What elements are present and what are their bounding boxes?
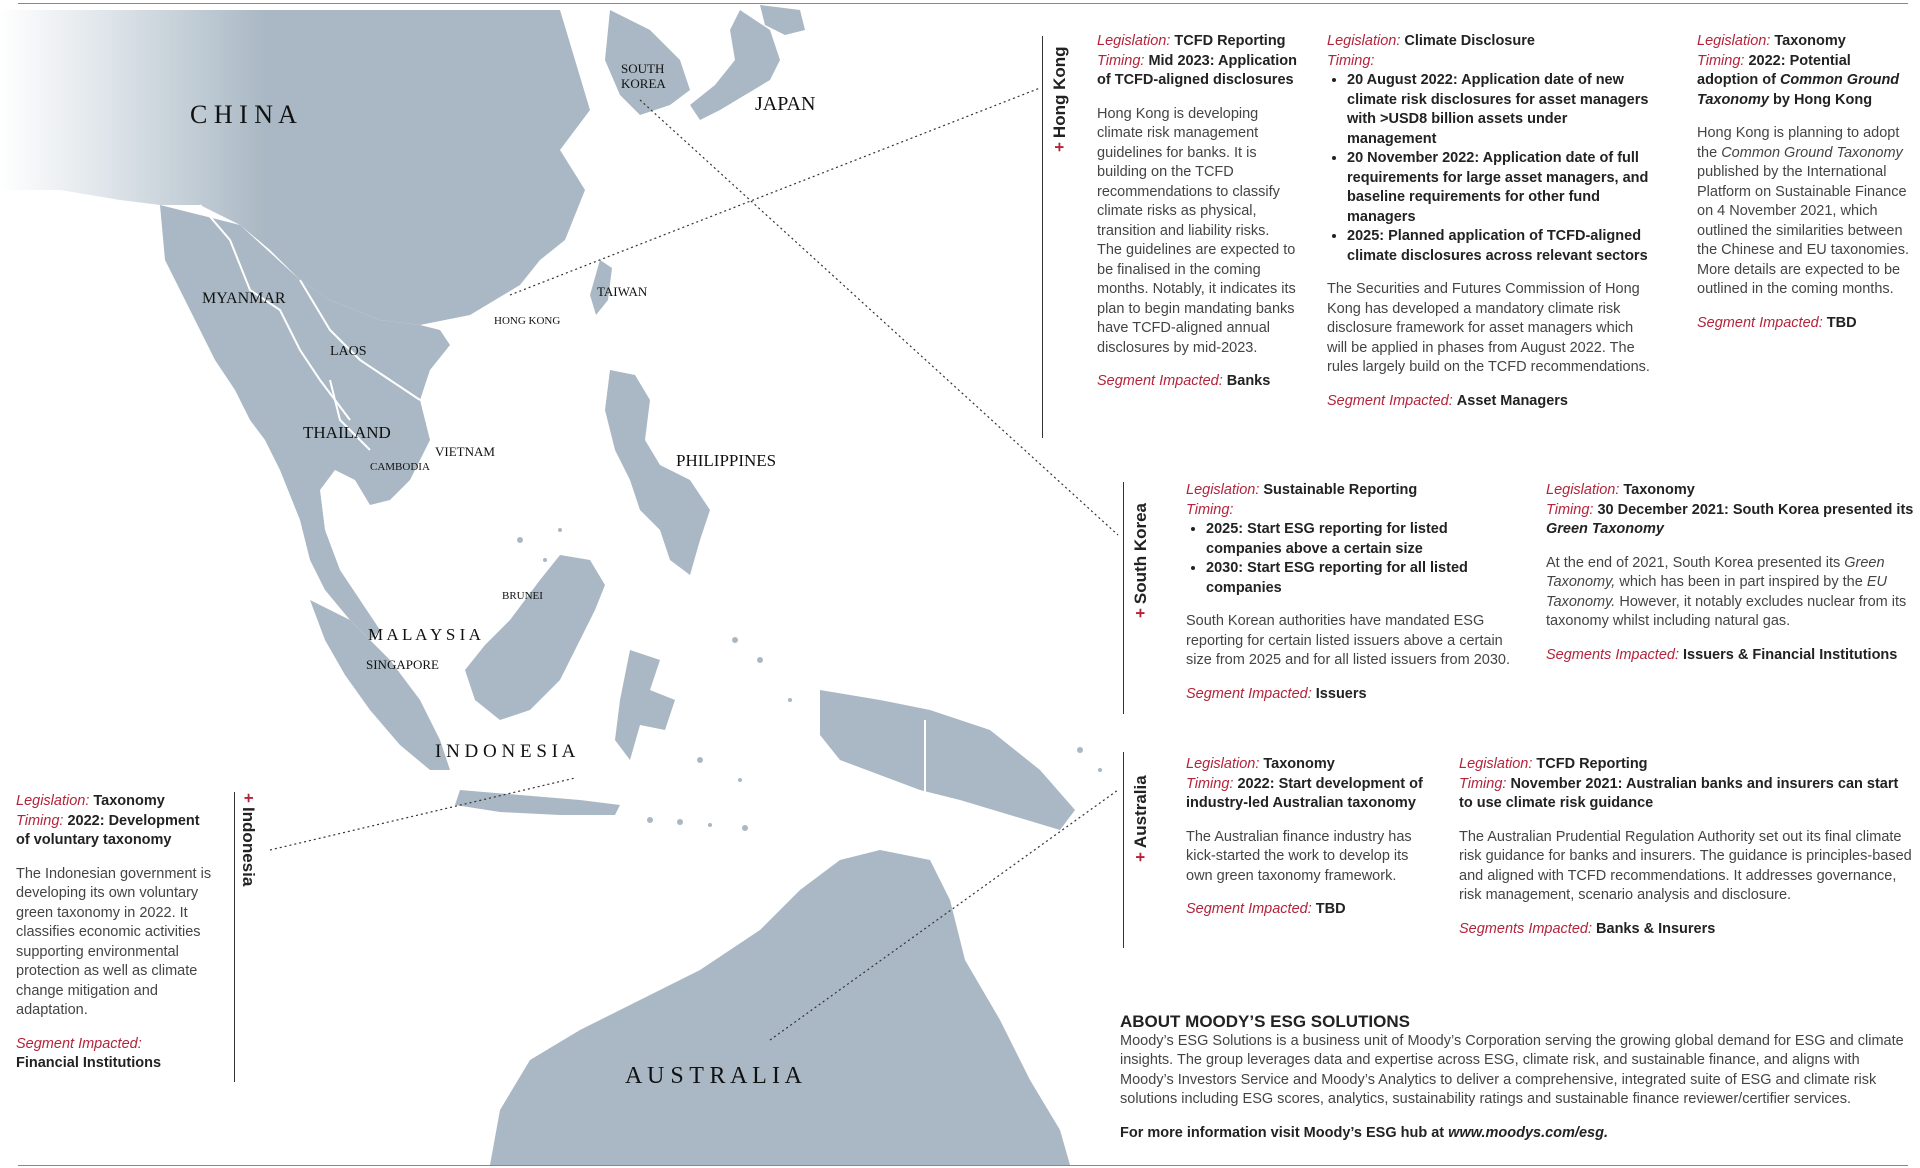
new-guinea-landmass xyxy=(820,690,1075,830)
indonesia-col: Legislation: Taxonomy Timing: 2022: Development of voluntary taxonomy The Indonesian government is developing its own voluntary green taxonomy in 2022. It classifies economic activities supporting environmental protection as well as climate change mitigation and adaptation. Segment Impacted: Financial Institutions xyxy=(16,793,212,1071)
about-body: Moody’s ESG Solutions is a business unit of Moody’s Corporation serving the growing global demand for ESG and climate insights. The group leverages data and expertise across ESG, climate risk, and sustainable finance, and aligns with Moody’s Investors Service and Moody’s Analytics to deliver a comprehensive, integrated suite of ESG and climate risk solutions including ESG scores, analytics, sustainability ratings and sustainable finance reviewer/certifier services. xyxy=(1120,1032,1904,1107)
hong-kong-col2: Legislation: Climate Disclosure Timing: • 20 August 2022: Application date of new climate risk disclosures for asset managers with >USD8 billion assets under management • 20 November 2022: Application date of full requirements for large asset managers, and baseline requirements for other fund managers • 2025: Planned application of TCFD-aligned climate disclosures across relevant sectors The Securities and Futures Commission of Hong Kong has developed a mandatory climate risk disclosure framework for asset managers which will be applied in phases from August 2022. The rules largely build on the TCFD recommendations. Segment Impacted: Asset Managers xyxy=(1327,32,1657,411)
hong-kong-col3: Legislation: Taxonomy Timing: 2022: Potential adoption of Common Ground Taxonomy by Hong Kong Hong Kong is planning to adopt the Common Ground Taxonomy published by the International Platform on Sustainable Finance on 4 November 2021, which outlined the similarities between the Chinese and EU taxonomies. More details are expected to be outlined in the coming months. Segment Impacted: TBD xyxy=(1697,33,1909,331)
label-south-korea-2: KOREA xyxy=(621,76,666,91)
philippines-landmass xyxy=(605,370,710,575)
label-hong-kong: HONG KONG xyxy=(494,315,561,327)
label-japan: JAPAN xyxy=(755,93,816,115)
indonesia-bar xyxy=(234,792,235,1082)
label-taiwan: TAIWAN xyxy=(597,284,648,299)
esg-hub-link[interactable]: www.moodys.com/esg. xyxy=(1448,1124,1608,1141)
borneo-landmass xyxy=(465,555,605,720)
hong-kong-bar xyxy=(1042,36,1043,438)
label-thailand: THAILAND xyxy=(303,423,391,442)
label-singapore: SINGAPORE xyxy=(366,657,439,672)
about-title: ABOUT MOODY’S ESG SOLUTIONS xyxy=(1120,1012,1410,1031)
indonesia-label: +Indonesia xyxy=(239,793,258,887)
australia-col2: Legislation: TCFD Reporting Timing: November 2021: Australian banks and insurers can start to use climate risk guidance The Australian Prudential Regulation Authority set out its final climate risk guidance for banks and insurers. The guidance is principles-based and aligned with TCFD recommendations. It addresses governance, risk management, scenario analysis and disclosure. Segments Impacted: Banks & Insurers xyxy=(1459,756,1912,937)
australia-label: +Australia xyxy=(1131,775,1150,862)
label-laos: LAOS xyxy=(330,344,367,359)
australia-col1: Legislation: Taxonomy Timing: 2022: Start development of industry-led Australian taxonomy The Australian finance industry has kick-started the work to develop its own green taxonomy framework. Segment Impacted: TBD xyxy=(1186,756,1423,917)
south-korea-col1: Legislation: Sustainable Reporting Timing: • 2025: Start ESG reporting for listed companies above a certain size • 2030: Start ESG reporting for all listed companies South Korean authorities have mandated ESG reporting for certain listed issuers above a certain size from 2025 and for all listed issuers from 2030. Segment Impacted: Issuers xyxy=(1186,481,1526,704)
label-malaysia: M A L A Y S I A xyxy=(368,625,481,644)
australia-bar xyxy=(1123,752,1124,948)
label-south-korea-1: SOUTH xyxy=(621,61,665,76)
south-korea-label: +South Korea xyxy=(1131,503,1150,618)
hk-bullet: • 20 August 2022: Application date of new climate risk disclosures for asset managers with >USD8 billion assets under management xyxy=(1347,71,1657,149)
label-china: C H I N A xyxy=(190,100,297,129)
hong-kong-label: +Hong Kong xyxy=(1050,46,1069,152)
australia-landmass xyxy=(490,850,1070,1165)
label-cambodia: CAMBODIA xyxy=(370,461,430,473)
about-section: ABOUT MOODY’S ESG SOLUTIONS Moody’s ESG Solutions is a business unit of Moody’s Corporation serving the growing global demand for ESG and climate insights. The group leverages data and expertise across ESG, climate risk, and sustainable finance, and aligns with Moody’s Investors Service and Moody’s Analytics to deliver a comprehensive, integrated suite of ESG and climate risk solutions including ESG scores, analytics, sustainability ratings and sustainable finance reviewer/certifier services. For more information visit Moody’s ESG hub at www.moodys.com/esg. xyxy=(1120,1012,1915,1143)
south-korea-bar xyxy=(1123,482,1124,714)
label-australia: A U S T R A L I A xyxy=(625,1063,802,1089)
south-korea-col2: Legislation: Taxonomy Timing: 30 December 2021: South Korea presented its Green Taxonomy At the end of 2021, South Korea presented its Green Taxonomy, which has been in part inspired by the EU Taxonomy. However, it notably excludes nuclear from its taxonomy whilst including natural gas. Segments Impacted: Issuers & Financial Institutions xyxy=(1546,482,1914,663)
label-myanmar: MYANMAR xyxy=(202,290,286,307)
label-vietnam: VIETNAM xyxy=(435,444,495,459)
java-landmass xyxy=(455,790,620,815)
label-brunei: BRUNEI xyxy=(502,590,543,602)
sk-bullet: • 2030: Start ESG reporting for all listed companies xyxy=(1206,559,1526,598)
sk-bullet: • 2025: Start ESG reporting for listed companies above a certain size xyxy=(1206,520,1526,559)
hong-kong-col1: Legislation: TCFD Reporting Timing: Mid 2023: Application of TCFD-aligned disclosures Hong Kong is developing climate risk management guidelines for banks. It is building on the TCFD recommendations to classify climate risks as physical, transition and liability risks. The guidelines are expected to be finalised in the coming months. Notably, it indicates its plan to begin mandating banks have TCFD-aligned annual disclosures by mid-2023. Segment Impacted: Banks xyxy=(1097,33,1297,389)
label-philippines: PHILIPPINES xyxy=(676,451,777,470)
sulawesi-landmass xyxy=(615,650,675,760)
hk-bullet: • 2025: Planned application of TCFD-aligned climate disclosures across relevant sectors xyxy=(1347,227,1657,266)
hk-bullet: • 20 November 2022: Application date of full requirements for large asset managers, and baseline requirements for other fund managers xyxy=(1347,149,1657,227)
label-indonesia: I N D O N E S I A xyxy=(435,741,576,762)
